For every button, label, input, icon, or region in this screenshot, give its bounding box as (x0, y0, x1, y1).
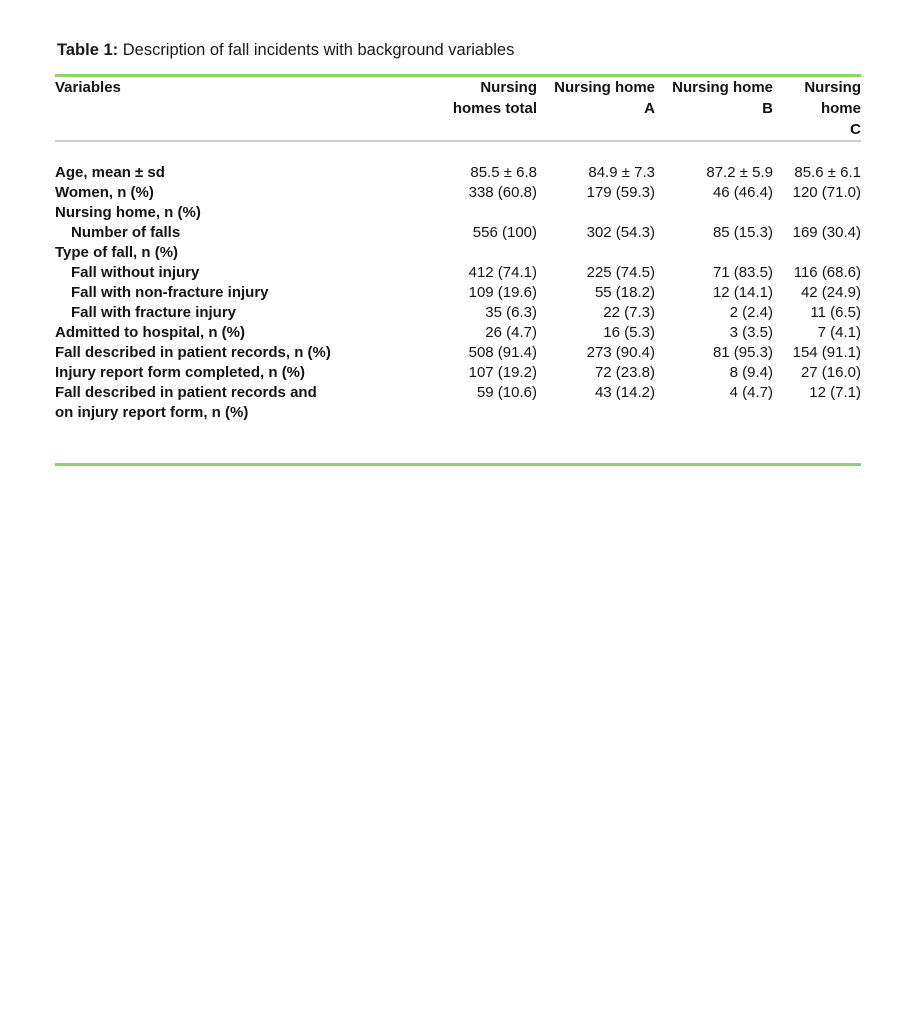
table-body (55, 142, 861, 463)
table-bottom-rule (55, 463, 861, 466)
row-label (55, 303, 427, 323)
table-header (55, 77, 861, 140)
row-label (55, 363, 427, 383)
cell-total: 26 (4.7) (485, 324, 537, 341)
row-label-line1: Injury report form completed, n (%) (55, 364, 306, 381)
row-label (55, 383, 427, 463)
column-header-home-c-line1: Nursing home (804, 79, 861, 117)
cell-home-c: 11 (6.5) (810, 304, 861, 321)
table-row (55, 203, 861, 223)
cell-home-a: 43 (14.2) (594, 384, 655, 401)
fall-incidents-table-body (55, 142, 861, 463)
row-label-line1: Fall with fracture injury (71, 304, 237, 321)
cell-home-c: 27 (16.0) (800, 364, 861, 381)
table-row (55, 283, 861, 303)
table-row (55, 223, 861, 243)
table-caption (55, 40, 861, 74)
cell-home-b: 81 (95.3) (712, 344, 773, 361)
row-label-line1: Fall described in patient records, n (%) (55, 344, 331, 361)
column-header-home-b-line2: B (762, 100, 773, 117)
cell-home-a: 72 (23.8) (594, 364, 655, 381)
cell-total: 412 (74.1) (468, 264, 537, 281)
row-label-line1: Admitted to hospital, n (%) (55, 324, 245, 341)
cell-home-a: 16 (5.3) (603, 324, 655, 341)
row-label-line1: Fall described in patient records and (55, 384, 317, 401)
column-header-variables (55, 77, 427, 140)
column-header-home-c-line2: C (850, 121, 861, 138)
table-row (55, 263, 861, 283)
cell-total: 35 (6.3) (485, 304, 537, 321)
table-row (55, 183, 861, 203)
cell-home-a: 84.9 ± 7.3 (588, 164, 655, 181)
cell-home-b (655, 203, 773, 223)
cell-home-c: 120 (71.0) (792, 184, 861, 201)
row-label (55, 223, 427, 243)
cell-home-a: 302 (54.3) (586, 224, 655, 241)
cell-home-b: 71 (83.5) (712, 264, 773, 281)
table-row (55, 323, 861, 343)
cell-home-c: 154 (91.1) (792, 344, 861, 361)
column-header-total-line2: homes total (452, 100, 537, 117)
column-header-total-line1: Nursing (480, 79, 537, 96)
caption-label: Table 1: (57, 41, 119, 59)
cell-total: 508 (91.4) (468, 344, 537, 361)
column-header-total (427, 77, 537, 140)
cell-home-b: 46 (46.4) (712, 184, 773, 201)
cell-home-c: 7 (4.1) (817, 324, 861, 341)
row-label (55, 343, 427, 363)
cell-total (427, 243, 537, 263)
cell-total: 85.5 ± 6.8 (470, 164, 537, 181)
cell-home-a: 273 (90.4) (586, 344, 655, 361)
row-label-line1: Type of fall, n (%) (55, 244, 179, 261)
cell-total: 109 (19.6) (468, 284, 537, 301)
cell-home-a (537, 203, 655, 223)
row-label-line1: Fall without injury (71, 264, 200, 281)
cell-total: 338 (60.8) (468, 184, 537, 201)
column-header-home-b (655, 77, 773, 140)
row-label (55, 183, 427, 203)
cell-home-b: 2 (2.4) (729, 304, 773, 321)
cell-home-c: 42 (24.9) (800, 284, 861, 301)
cell-home-a: 22 (7.3) (603, 304, 655, 321)
table-row (55, 243, 861, 263)
column-header-home-a-line2: A (644, 100, 655, 117)
cell-home-a: 179 (59.3) (586, 184, 655, 201)
cell-total: 59 (10.6) (476, 384, 537, 401)
row-label (55, 323, 427, 343)
cell-home-c (773, 243, 861, 263)
cell-home-c (773, 203, 861, 223)
table-row (55, 142, 861, 183)
cell-home-c: 12 (7.1) (809, 384, 861, 401)
cell-home-b: 85 (15.3) (712, 224, 773, 241)
cell-home-a (537, 243, 655, 263)
column-header-home-c (773, 77, 861, 140)
row-label-line1: Nursing home, n (%) (55, 204, 201, 221)
cell-home-a: 55 (18.2) (594, 284, 655, 301)
caption-text: Description of fall incidents with background variables (118, 41, 515, 59)
row-label (55, 142, 427, 183)
cell-home-b (655, 243, 773, 263)
column-header-home-a (537, 77, 655, 140)
table-row (55, 363, 861, 383)
cell-home-a: 225 (74.5) (586, 264, 655, 281)
cell-home-b: 87.2 ± 5.9 (706, 164, 773, 181)
table-row (55, 343, 861, 363)
row-label (55, 203, 427, 223)
column-header-home-a-line1: Nursing home (554, 79, 655, 96)
cell-home-c: 169 (30.4) (792, 224, 861, 241)
row-label-line1: Age, mean ± sd (55, 164, 165, 181)
row-label-line1: Fall with non-fracture injury (71, 284, 269, 301)
row-label-line1: Number of falls (71, 224, 181, 241)
row-label (55, 263, 427, 283)
column-header-variables-line1: Variables (55, 79, 121, 96)
table-row (55, 303, 861, 323)
fall-incidents-table (55, 77, 861, 140)
cell-home-c: 85.6 ± 6.1 (794, 164, 861, 181)
cell-home-b: 4 (4.7) (729, 384, 773, 401)
cell-total: 107 (19.2) (468, 364, 537, 381)
cell-total (427, 203, 537, 223)
row-label-line2: on injury report form, n (%) (55, 404, 249, 421)
row-label (55, 283, 427, 303)
row-label-line1: Women, n (%) (55, 184, 154, 201)
header-row (55, 77, 861, 140)
cell-home-b: 12 (14.1) (712, 284, 773, 301)
cell-home-b: 8 (9.4) (729, 364, 773, 381)
cell-home-c: 116 (68.6) (793, 264, 861, 281)
cell-total: 556 (100) (472, 224, 537, 241)
column-header-home-b-line1: Nursing home (672, 79, 773, 96)
table-row (55, 383, 861, 463)
table-container (55, 40, 861, 466)
cell-home-b: 3 (3.5) (729, 324, 773, 341)
row-label (55, 243, 427, 263)
